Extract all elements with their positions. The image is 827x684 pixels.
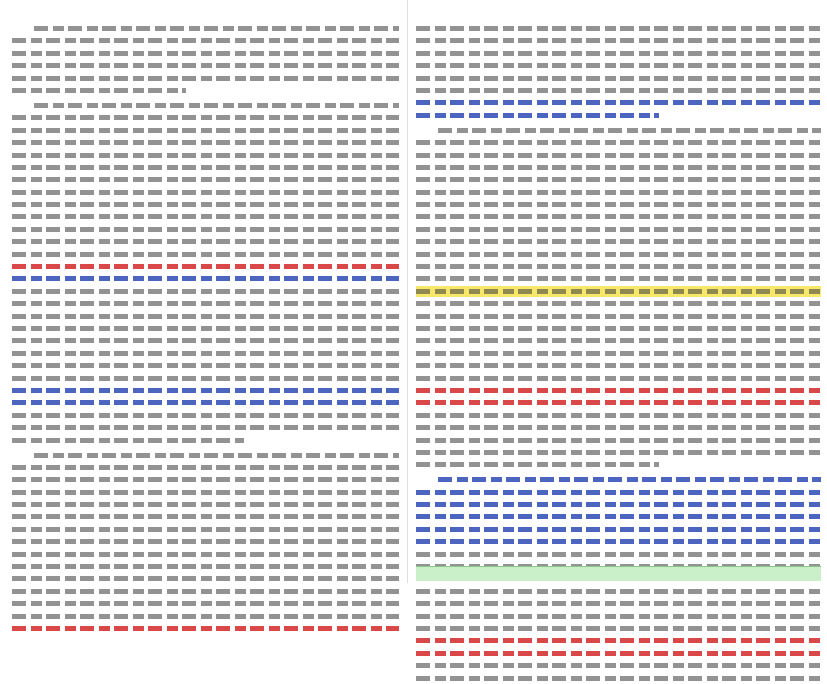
text-line: [12, 586, 399, 597]
highlighted-text: [416, 286, 821, 297]
text-line: [12, 187, 399, 198]
text-line: [416, 549, 821, 560]
text-line: [12, 536, 399, 547]
text-line: [416, 298, 821, 309]
text-line: [12, 323, 399, 334]
text-line: [12, 611, 399, 622]
text-line: [12, 150, 399, 161]
text-line: [12, 462, 399, 473]
text-line: [416, 249, 821, 260]
text-line: [416, 487, 821, 498]
text-line: [416, 623, 821, 634]
text-line: [12, 125, 399, 136]
text-line: [12, 348, 399, 359]
text-line: [416, 224, 821, 235]
text-line: [416, 447, 821, 458]
text-line: [12, 23, 399, 34]
text-line: [12, 100, 399, 111]
text-line: [416, 150, 821, 161]
text-line: [12, 410, 399, 421]
paragraph-5: [416, 125, 821, 471]
text-line: [416, 137, 821, 148]
text-line: [12, 335, 399, 346]
text-line: [416, 23, 821, 34]
text-line: [12, 48, 399, 59]
text-line: [416, 311, 821, 322]
text-line: [12, 85, 399, 96]
text-line: [12, 286, 399, 297]
text-line: [12, 435, 399, 446]
text-line: [416, 524, 821, 535]
text-line: [12, 397, 399, 408]
text-line: [12, 112, 399, 123]
text-line: [416, 187, 821, 198]
paragraph-4: [416, 23, 821, 121]
text-line: [12, 598, 399, 609]
text-line: [12, 298, 399, 309]
text-line: [416, 174, 821, 185]
paragraph-2: [12, 100, 399, 446]
text-line: [12, 249, 399, 260]
text-line: [12, 385, 399, 396]
text-line: [416, 422, 821, 433]
text-line: [416, 73, 821, 84]
text-line: [416, 373, 821, 384]
paragraph-1: [12, 23, 399, 96]
text-line: [416, 397, 821, 408]
text-line: [12, 211, 399, 222]
text-line: [416, 110, 821, 121]
text-line: [416, 611, 821, 622]
text-line: [12, 162, 399, 173]
text-line: [416, 273, 821, 284]
text-line: [416, 60, 821, 71]
text-line: [12, 422, 399, 433]
text-line: [12, 35, 399, 46]
text-line: [12, 524, 399, 535]
text-line: [12, 474, 399, 485]
text-line: [416, 35, 821, 46]
text-line: [416, 586, 821, 597]
text-line: [416, 199, 821, 210]
right-column: [408, 0, 827, 583]
text-line: [416, 323, 821, 334]
text-line: [12, 511, 399, 522]
text-line: [416, 673, 821, 684]
text-line: [416, 286, 821, 297]
text-line: [416, 598, 821, 609]
paragraph-3: [12, 450, 399, 634]
text-line: [12, 373, 399, 384]
text-line: [416, 348, 821, 359]
text-line: [12, 236, 399, 247]
text-line: [416, 410, 821, 421]
text-line: [12, 73, 399, 84]
text-line: [12, 311, 399, 322]
text-line: [12, 623, 399, 634]
text-line: [12, 199, 399, 210]
text-line: [416, 459, 821, 470]
text-line: [416, 335, 821, 346]
text-line: [416, 360, 821, 371]
text-line: [12, 561, 399, 572]
text-line: [416, 474, 821, 485]
text-line: [416, 162, 821, 173]
text-line: [12, 273, 399, 284]
text-line: [12, 137, 399, 148]
text-line: [12, 549, 399, 560]
text-line: [416, 511, 821, 522]
text-line: [12, 487, 399, 498]
text-line: [416, 125, 821, 136]
text-line: [416, 635, 821, 646]
text-line: [416, 85, 821, 96]
text-line: [12, 450, 399, 461]
text-line: [416, 648, 821, 659]
text-line: [416, 385, 821, 396]
text-line: [416, 499, 821, 510]
text-line: [12, 174, 399, 185]
text-line: [12, 224, 399, 235]
text-line: [416, 97, 821, 108]
text-line: [416, 48, 821, 59]
text-line: [416, 261, 821, 272]
footer-bar: [416, 566, 821, 581]
text-line: [416, 211, 821, 222]
text-line: [416, 236, 821, 247]
text-line: [416, 536, 821, 547]
text-line: [416, 660, 821, 671]
text-line: [416, 435, 821, 446]
text-line: [12, 60, 399, 71]
text-line: [12, 360, 399, 371]
text-line: [12, 499, 399, 510]
left-column: [0, 0, 408, 583]
text-line: [12, 261, 399, 272]
